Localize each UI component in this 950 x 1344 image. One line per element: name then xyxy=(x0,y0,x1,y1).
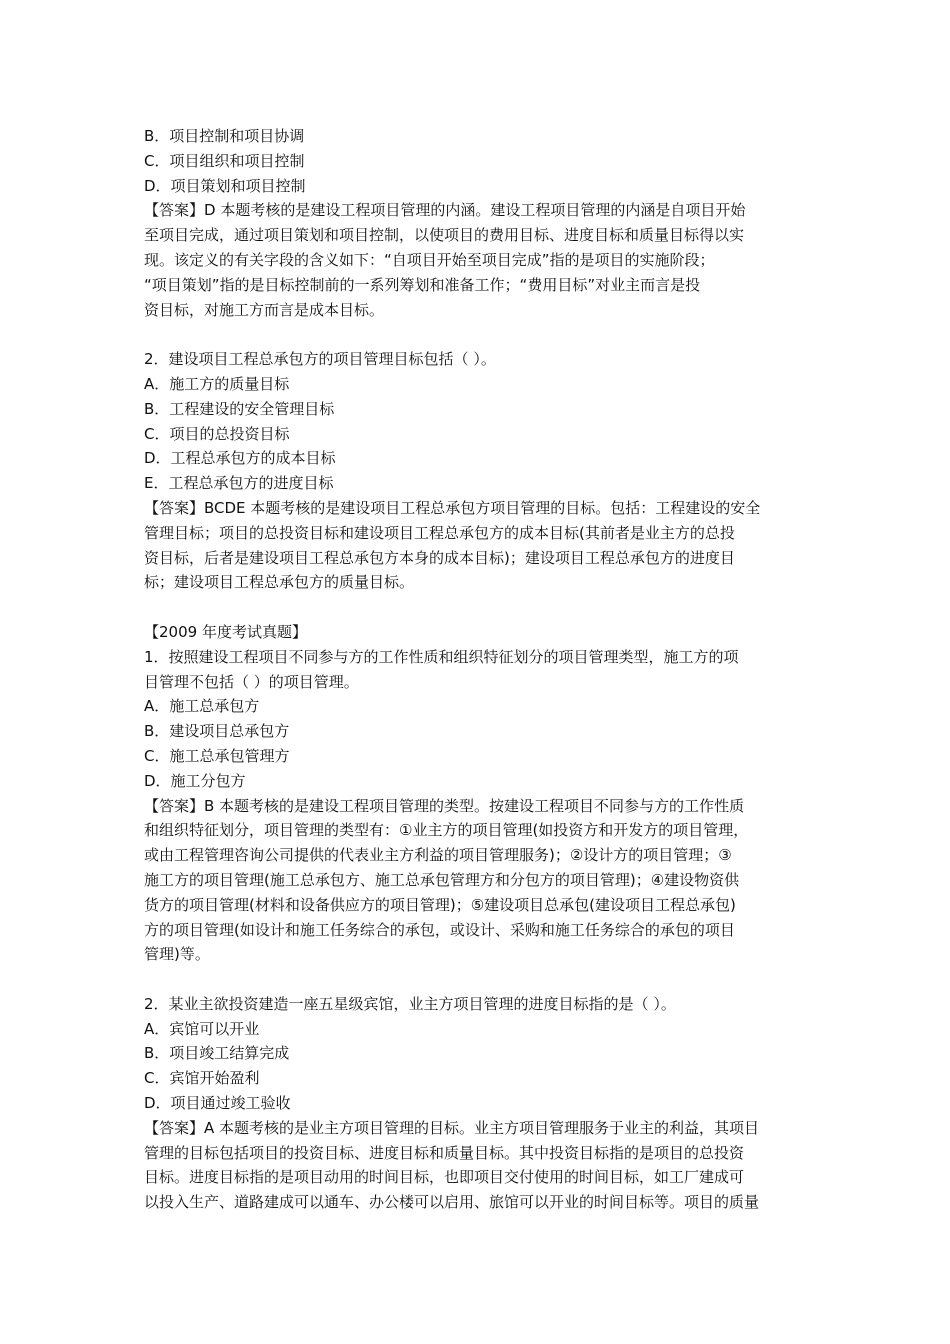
answer-line: 目标。进度目标指的是项目动用的时间目标，也即项目交付使用的时间目标，如工厂建成可 xyxy=(144,1168,745,1187)
question-text xyxy=(144,645,810,695)
option-b: B．项目控制和项目协调 xyxy=(144,127,305,145)
answer-line: 管理)等。 xyxy=(144,945,210,964)
option-a: A．宾馆可以开业 xyxy=(144,1019,260,1038)
option-b: B．建设项目总承包方 xyxy=(144,722,290,741)
options-list xyxy=(144,694,810,793)
answer-line: 现。该定义的有关字段的含义如下：“自项目开始至项目完成”指的是项目的实施阶段； xyxy=(144,250,715,269)
answer-line: 【答案】B 本题考核的是建设工程项目管理的类型。按建设工程项目不同参与方的工作性质 xyxy=(144,796,745,815)
spacer xyxy=(144,967,810,992)
answer-line: 至项目完成，通过项目策划和项目控制，以使项目的费用目标、进度目标和质量目标得以实 xyxy=(144,226,745,245)
option-d: D．工程总承包方的成本目标 xyxy=(144,449,336,468)
answer-line: 施工方的项目管理(施工总承包方、施工总承包管理方和分包方的项目管理)；④建设物资供 xyxy=(144,870,740,889)
option-d: D．项目通过竣工验收 xyxy=(144,1094,291,1113)
option-a: A．施工方的质量目标 xyxy=(144,374,290,393)
answer-line: 方的项目管理(如设计和施工任务综合的承包，或设计、采购和施工任务综合的承包的项目 xyxy=(144,920,735,939)
option-c: C．宾馆开始盈利 xyxy=(144,1069,260,1088)
question-text: 2．建设项目工程总承包方的项目管理目标包括（ ）。 xyxy=(144,350,496,369)
option-c: C．项目的总投资目标 xyxy=(144,424,290,443)
option-d: D．项目策划和项目控制 xyxy=(144,176,306,195)
question-line: 目管理不包括（ ）的项目管理。 xyxy=(144,672,359,691)
answer-line: 和组织特征划分，项目管理的类型有：①业主方的项目管理(如投资方和开发方的项目管理， xyxy=(144,821,749,840)
option-c: C．项目组织和项目控制 xyxy=(144,151,305,170)
answer-line: 管理的目标包括项目的投资目标、进度目标和质量目标。其中投资目标指的是项目的总投资 xyxy=(144,1143,745,1162)
answer-line: 管理目标；项目的总投资目标和建设项目工程总承包方的成本目标(其前者是业主方的总投 xyxy=(144,523,735,542)
answer-line: 【答案】D 本题考核的是建设工程项目管理的内涵。建设工程项目管理的内涵是自项目开始 xyxy=(144,201,746,220)
answer-explanation xyxy=(144,794,810,968)
spacer xyxy=(144,595,810,620)
question-text: 2．某业主欲投资建造一座五星级宾馆，业主方项目管理的进度目标指的是（ ）。 xyxy=(144,994,676,1013)
option-e: E．工程总承包方的进度目标 xyxy=(144,474,334,493)
options-list xyxy=(144,372,810,496)
answer-line: 标；建设项目工程总承包方的质量目标。 xyxy=(144,573,415,592)
answer-line: 【答案】BCDE 本题考核的是建设项目工程总承包方项目管理的目标。包括：工程建设的安全 xyxy=(144,498,761,517)
answer-line: 【答案】A 本题考核的是业主方项目管理的目标。业主方项目管理服务于业主的利益，其项目 xyxy=(144,1118,760,1137)
option-a: A．施工总承包方 xyxy=(144,697,260,716)
answer-line: 资目标，对施工方而言是成本目标。 xyxy=(144,300,385,319)
answer-line: “项目策划”指的是目标控制前的一系列筹划和准备工作；“费用目标”对业主而言是投 xyxy=(144,275,701,294)
option-b: B．项目竣工结算完成 xyxy=(144,1044,290,1063)
answer-line: 以投入生产、道路建成可以通车、办公楼可以启用、旅馆可以开业的时间目标等。项目的质量 xyxy=(144,1193,760,1212)
answer-line: 资目标，后者是建设项目工程总承包方本身的成本目标)；建设项目工程总承包方的进度目 xyxy=(144,548,735,567)
answer-explanation xyxy=(144,198,810,322)
options-list xyxy=(144,124,810,198)
spacer xyxy=(144,322,810,347)
option-b: B．工程建设的安全管理目标 xyxy=(144,399,335,418)
options-list xyxy=(144,1017,810,1116)
section-title: 【2009 年度考试真题】 xyxy=(144,622,307,641)
answer-line: 或由工程管理咨询公司提供的代表业主方利益的项目管理服务)；②设计方的项目管理；③ xyxy=(144,846,732,865)
document-page xyxy=(144,124,810,1215)
answer-explanation xyxy=(144,496,810,595)
question-line: 1．按照建设工程项目不同参与方的工作性质和组织特征划分的项目管理类型，施工方的项 xyxy=(144,647,739,666)
answer-line: 货方的项目管理(材料和设备供应方的项目管理)；⑤建设项目总承包(建设项目工程总承包) xyxy=(144,895,736,914)
option-d: D．施工分包方 xyxy=(144,771,246,790)
answer-explanation xyxy=(144,1116,810,1215)
option-c: C．施工总承包管理方 xyxy=(144,746,290,765)
